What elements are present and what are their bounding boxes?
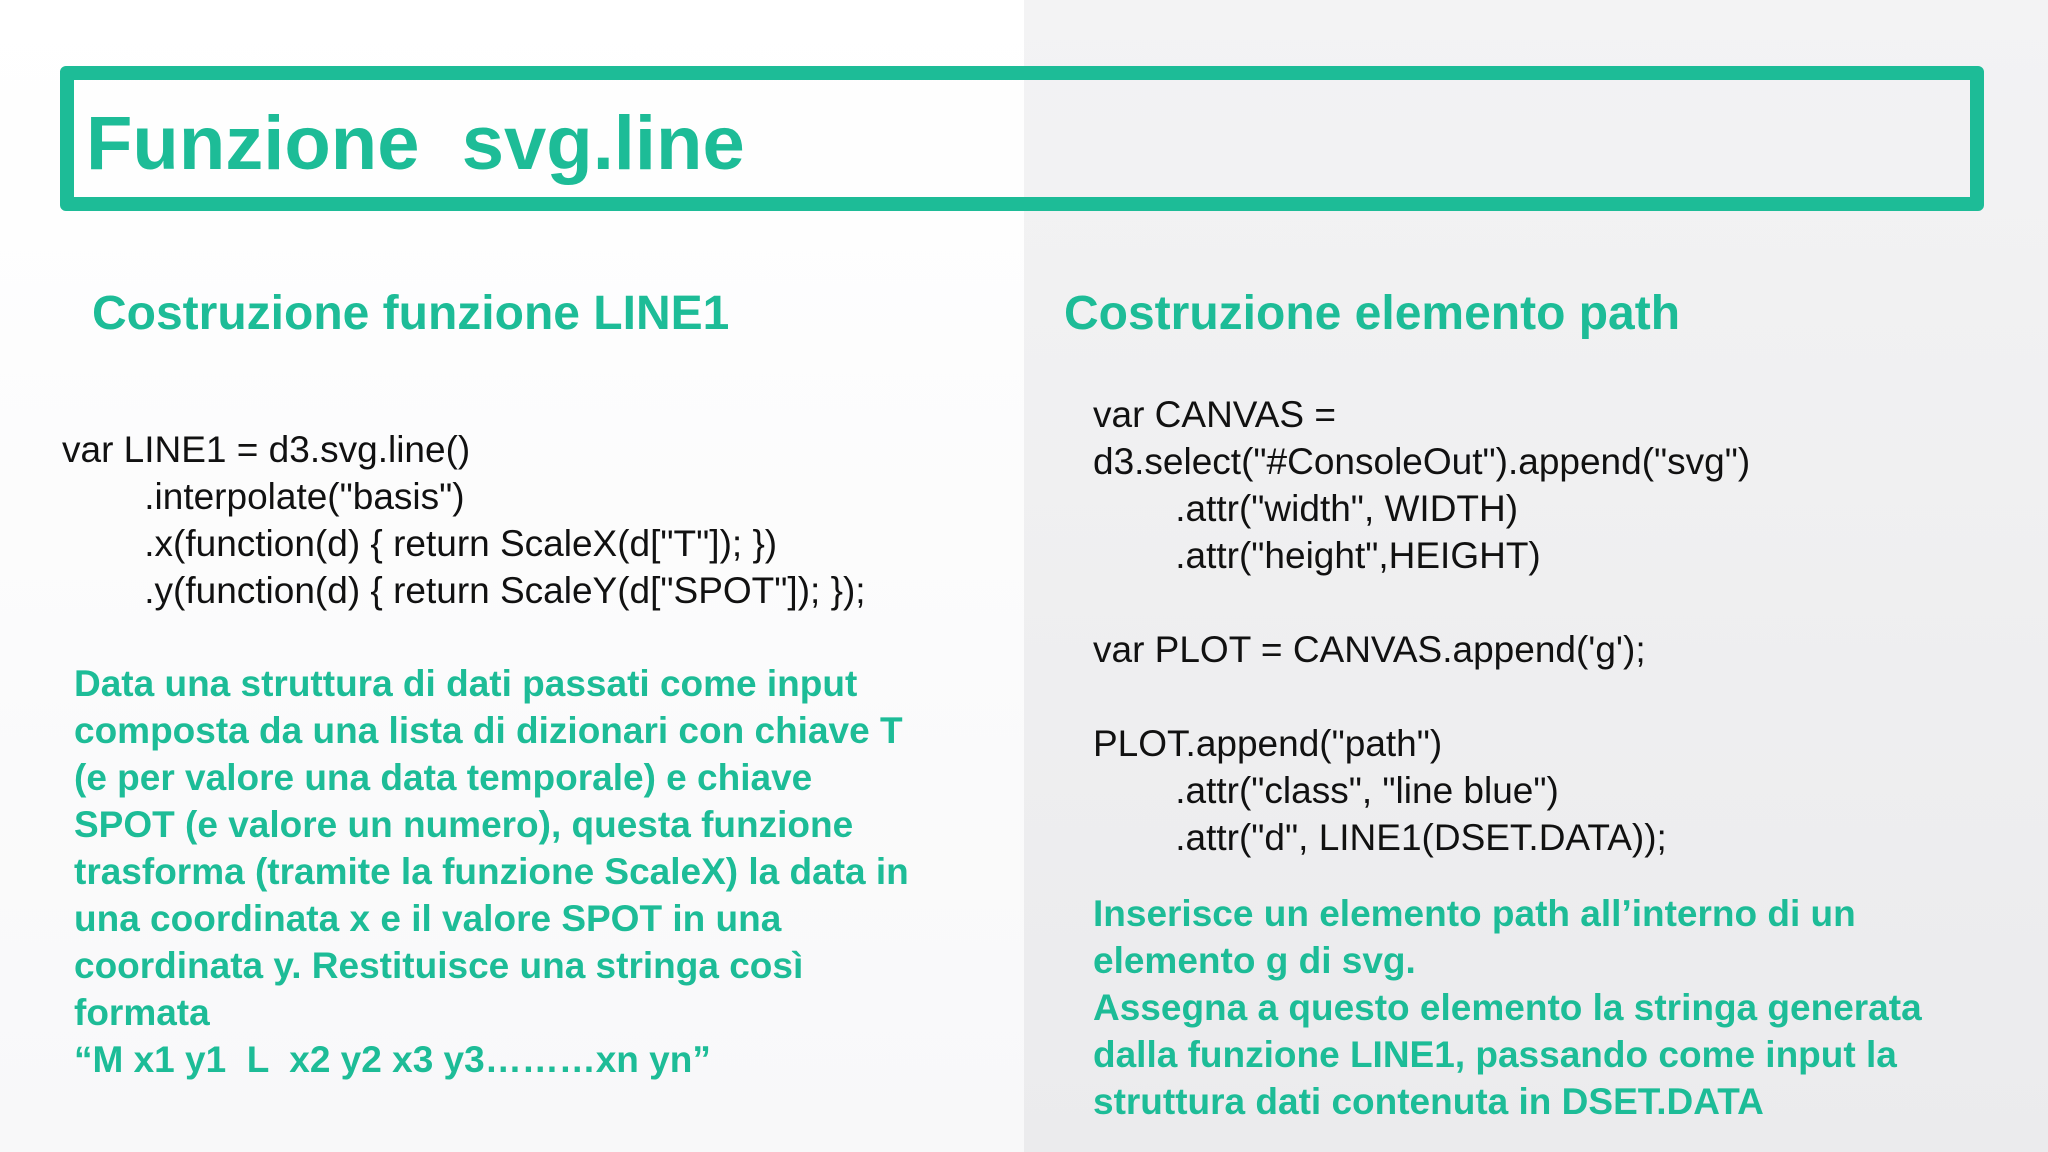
description-line: coordinata y. Restituisce una stringa così — [74, 945, 804, 986]
description-line: composta da una lista di dizionari con chiave T — [74, 710, 903, 751]
code-line: .attr("height",HEIGHT) — [1093, 535, 1541, 576]
description-line: SPOT (e valore un numero), questa funzione — [74, 804, 854, 845]
description-line: formata — [74, 992, 210, 1033]
description-line: dalla funzione LINE1, passando come input la — [1093, 1034, 1897, 1075]
description-line: Data una struttura di dati passati come input — [74, 663, 858, 704]
right-code-block — [1093, 391, 1750, 861]
description-line: “M x1 y1 L x2 y2 x3 y3………xn yn” — [74, 1039, 711, 1080]
code-line: .interpolate("basis") — [62, 476, 465, 517]
description-line: trasforma (tramite la funzione ScaleX) la data in — [74, 851, 909, 892]
left-code-block — [62, 426, 866, 614]
code-line: .attr("class", "line blue") — [1093, 770, 1559, 811]
code-line: .attr("d", LINE1(DSET.DATA)); — [1093, 817, 1667, 858]
description-line: Assegna a questo elemento la stringa generata — [1093, 987, 1922, 1028]
code-line: .x(function(d) { return ScaleX(d["T"]); }) — [62, 523, 778, 564]
code-line: var CANVAS = — [1093, 394, 1336, 435]
right-description — [1093, 890, 1922, 1125]
description-line: (e per valore una data temporale) e chiave — [74, 757, 813, 798]
code-line: var LINE1 = d3.svg.line() — [62, 429, 471, 470]
code-line: d3.select("#ConsoleOut").append("svg") — [1093, 441, 1751, 482]
slide-title: Funzione svg.line — [86, 101, 745, 186]
description-line: struttura dati contenuta in DSET.DATA — [1093, 1081, 1764, 1122]
right-heading: Costruzione elemento path — [1064, 287, 1681, 340]
code-line — [1093, 579, 1750, 626]
description-line: Inserisce un elemento path all’interno di un — [1093, 893, 1856, 934]
code-line — [1093, 673, 1750, 720]
code-line: .y(function(d) { return ScaleY(d["SPOT"]); }); — [62, 570, 866, 611]
code-line: var PLOT = CANVAS.append('g'); — [1093, 629, 1646, 670]
code-line: .attr("width", WIDTH) — [1093, 488, 1519, 529]
left-heading: Costruzione funzione LINE1 — [92, 287, 730, 340]
code-line: PLOT.append("path") — [1093, 723, 1443, 764]
left-description — [74, 660, 909, 1083]
description-line: una coordinata x e il valore SPOT in una — [74, 898, 782, 939]
description-line: elemento g di svg. — [1093, 940, 1416, 981]
